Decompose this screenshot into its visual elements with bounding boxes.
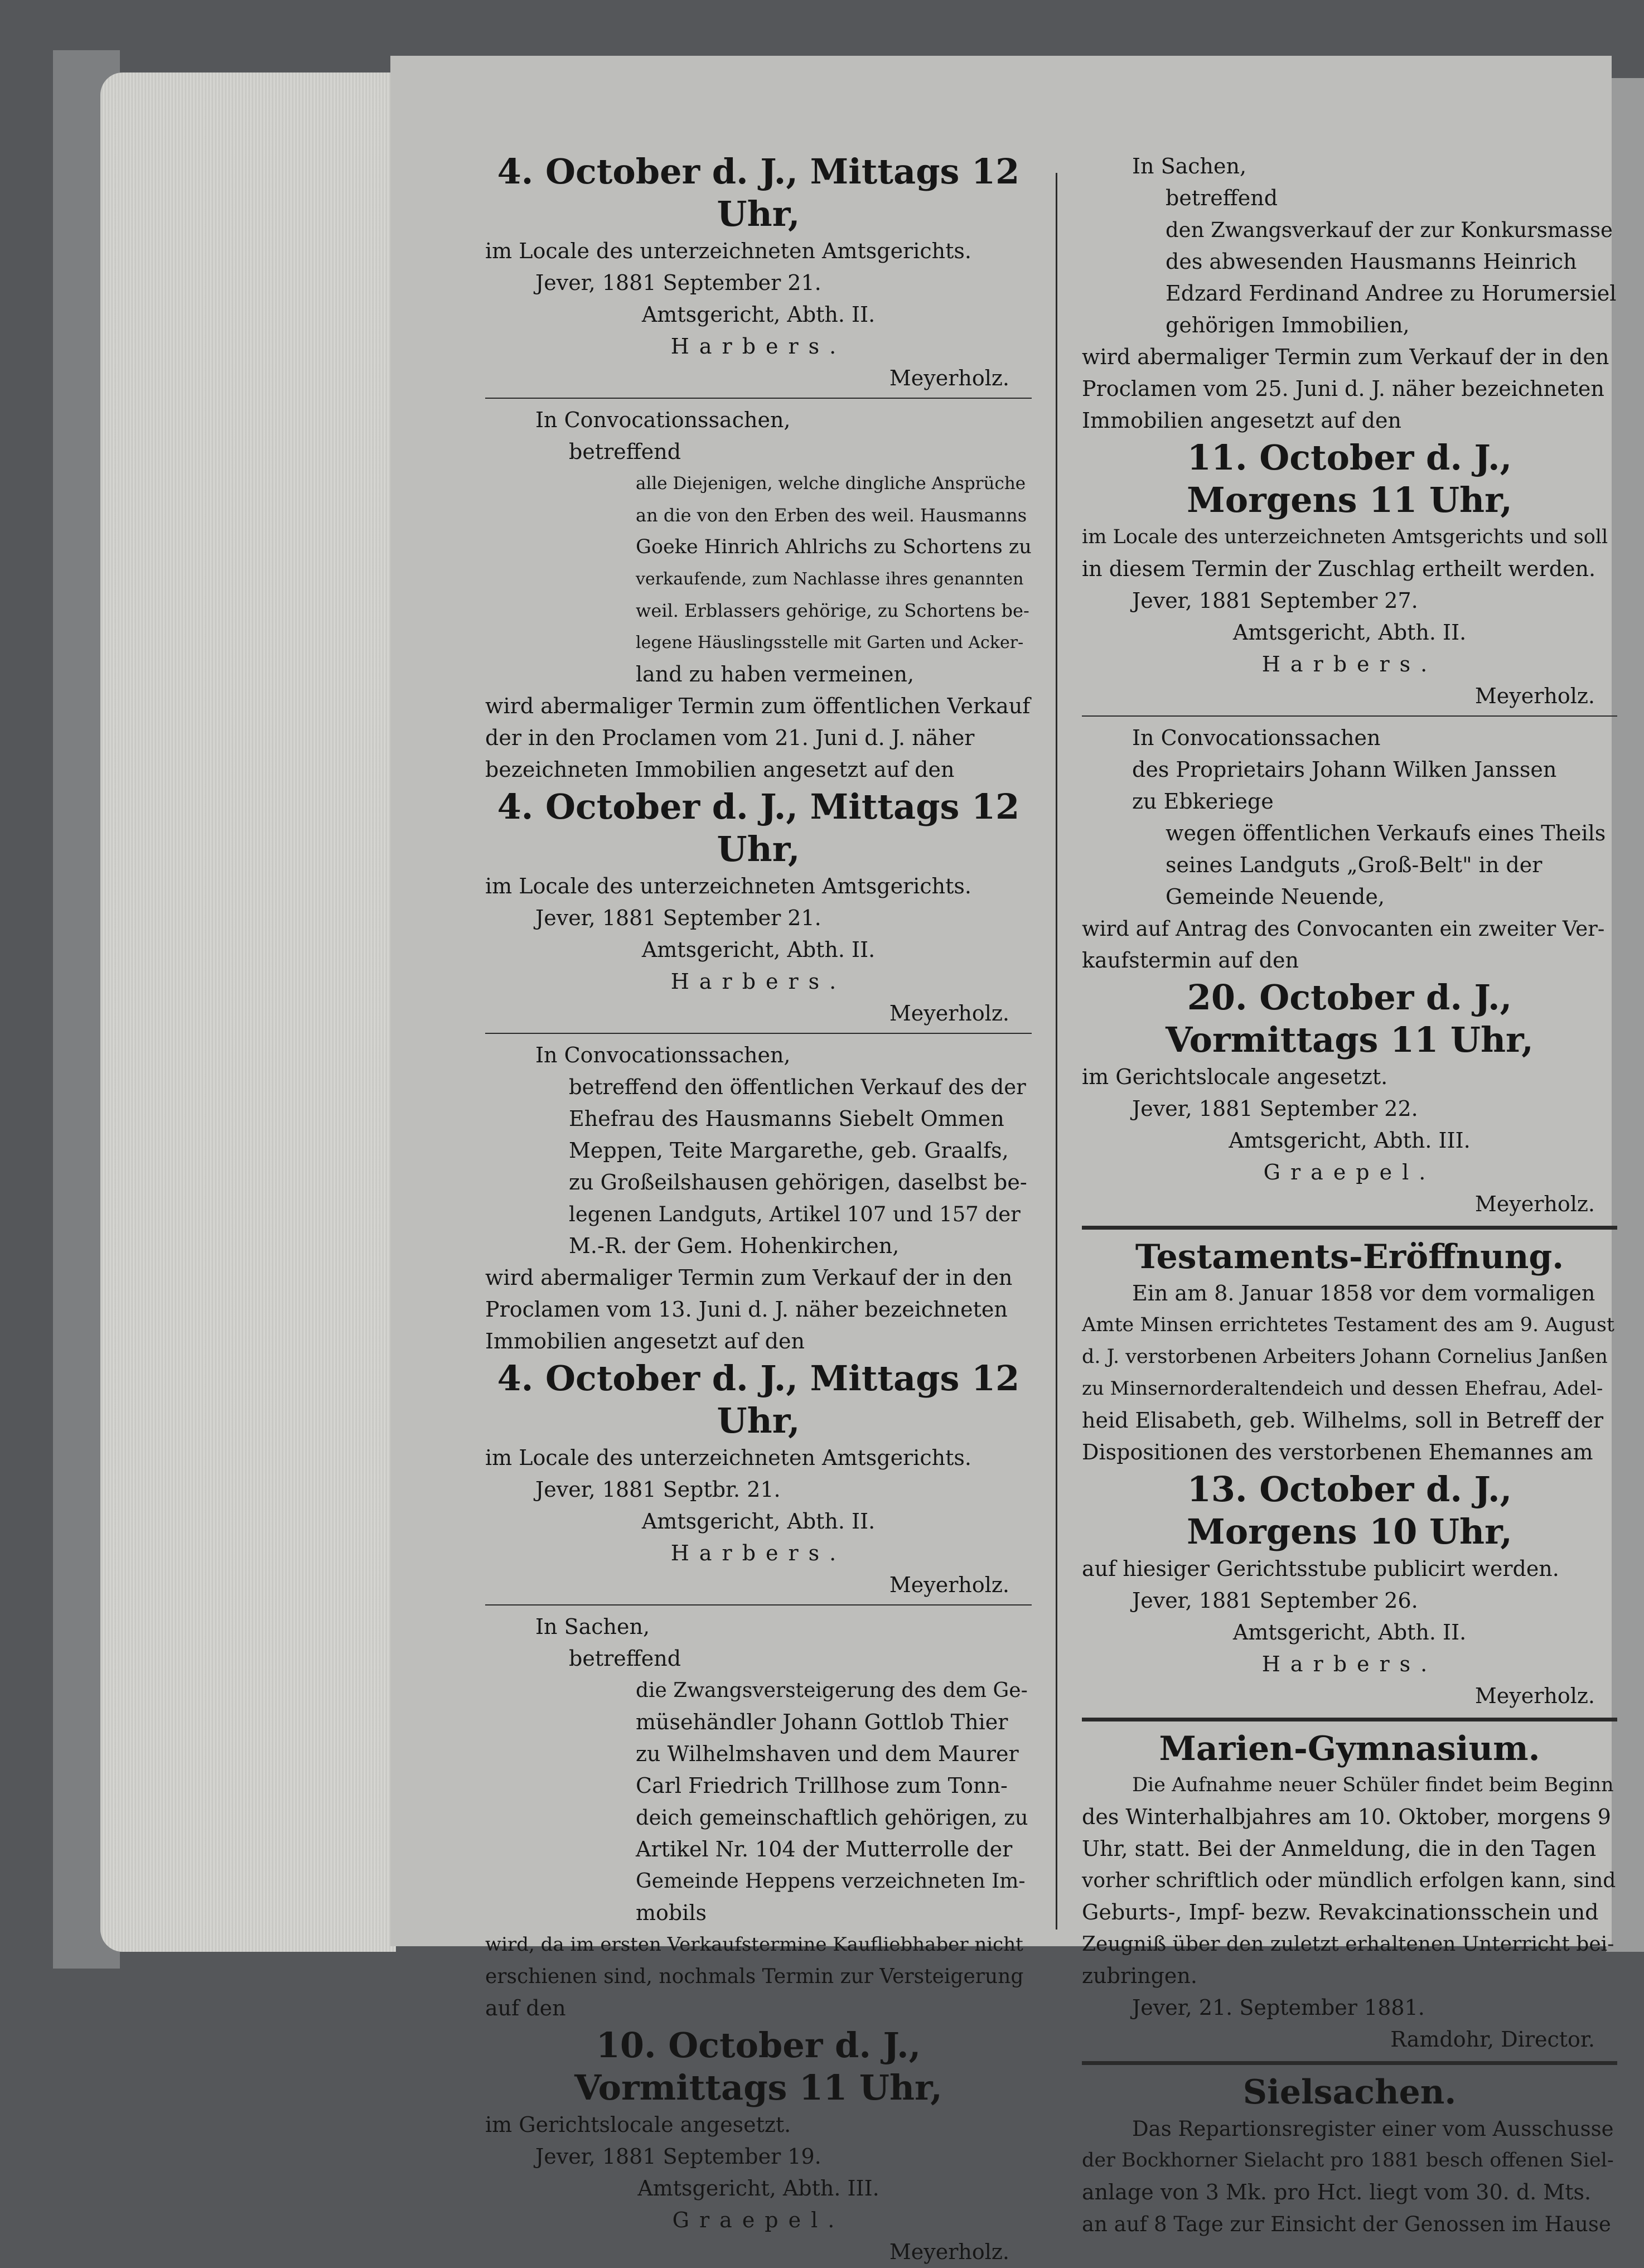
- section-separator: [1082, 1718, 1617, 1721]
- notice-text-line: gehörigen Immobilien,: [1166, 313, 1410, 337]
- notice-oct4-first: [485, 151, 1032, 394]
- notice-text-line: Das Repartionsregister einer vom Ausschusse: [1132, 2117, 1614, 2141]
- notice-text-line: land zu haben vermeinen,: [636, 662, 915, 686]
- notice-time-line: Morgens 10 Uhr,: [1187, 1511, 1512, 1552]
- notice-place-date: Jever, 21. September 1881.: [1132, 1995, 1425, 2020]
- notice-place-date: Jever, 1881 September 26.: [1132, 1588, 1418, 1613]
- notice-text-line: kaufstermin auf den: [1082, 948, 1299, 973]
- notice-place-date: Jever, 1881 September 21.: [535, 270, 821, 295]
- notice-clerk: Meyerholz.: [889, 366, 1009, 390]
- notice-clerk: Meyerholz.: [1474, 1684, 1595, 1708]
- notice-judge: Harbers.: [1261, 1652, 1438, 1676]
- notice-signature: Ramdohr, Director.: [1390, 2027, 1595, 2052]
- notice-text-line: des Winterhalbjahres am 10. Oktober, morgens 9: [1082, 1805, 1611, 1829]
- notice-text-line: vorher schriftlich oder mündlich erfolgen kann, sind: [1082, 1869, 1616, 1892]
- notice-convocation-meppen: [485, 1039, 1032, 1601]
- notice-judge: Harbers.: [670, 1541, 847, 1565]
- notice-venue: im Gerichtslocale angesetzt.: [485, 2112, 791, 2137]
- notice-text-line: des abwesenden Hausmanns Heinrich: [1166, 249, 1577, 274]
- notice-clerk: Meyerholz.: [889, 2240, 1009, 2264]
- notice-venue: im Gerichtslocale angesetzt.: [1082, 1065, 1388, 1089]
- notice-court: Amtsgericht, Abth. II.: [641, 302, 876, 327]
- notice-text-line: seines Landguts „Groß-Belt" in der: [1166, 853, 1543, 877]
- notice-place-date: Jever, 1881 September 22.: [1132, 1096, 1418, 1121]
- notice-text-line: bezeichneten Immobilien angesetzt auf den: [485, 757, 955, 782]
- notice-place-date: Jever, 1881 September 27.: [1132, 588, 1418, 613]
- notice-court: Amtsgericht, Abth. II.: [641, 937, 876, 962]
- notice-text-line: anlage von 3 Mk. pro Hct. liegt vom 30. d. Mts.: [1082, 2180, 1592, 2204]
- notice-text-line: alle Diejenigen, welche dingliche Ansprüche: [636, 473, 1026, 494]
- notice-text-line: deich gemeinschaftlich gehörigen, zu: [636, 1806, 1028, 1830]
- notice-text-line: Proclamen vom 25. Juni d. J. näher bezeichneten: [1082, 376, 1604, 401]
- notice-court: Amtsgericht, Abth. II.: [1232, 620, 1467, 645]
- section-heading: Testaments-Eröffnung.: [1135, 1237, 1564, 1276]
- notice-text-line: Geburts-, Impf- bezw. Revakcinationsschein und: [1082, 1900, 1599, 1924]
- notice-text-line: auf den: [485, 1996, 566, 2020]
- notice-court: Amtsgericht, Abth. III.: [1229, 1128, 1471, 1153]
- notice-time-line: Vormittags 11 Uhr,: [1166, 1019, 1534, 1060]
- notice-text-line: zu Ebkeriege: [1132, 789, 1274, 814]
- notice-text-line: Gemeinde Neuende,: [1166, 884, 1385, 909]
- notice-clerk: Meyerholz.: [889, 1001, 1009, 1026]
- notice-place-date: Jever, 1881 September 21.: [535, 906, 821, 930]
- notice-clerk: Meyerholz.: [889, 1573, 1009, 1597]
- notice-separator: [485, 1033, 1032, 1034]
- notice-text-line: die Zwangsversteigerung des dem Ge-: [636, 1679, 1028, 1702]
- section-heading: Marien-Gymnasium.: [1159, 1729, 1540, 1768]
- notice-venue: im Locale des unterzeichneten Amtsgerichts.: [485, 1445, 971, 1470]
- notice-text-line: In Convocationssachen,: [535, 1043, 791, 1067]
- notice-text-line: den Zwangsverkauf der zur Konkursmasse: [1166, 218, 1613, 242]
- notice-text-line: wegen öffentlichen Verkaufs eines Theils: [1166, 821, 1606, 845]
- notice-clerk: Meyerholz.: [1474, 684, 1595, 708]
- notice-convocation-ahlrichs: [485, 404, 1032, 1029]
- notice-text-line: an auf 8 Tage zur Einsicht der Genossen im Hause: [1082, 2212, 1611, 2236]
- notice-text-line: betreffend: [1166, 186, 1278, 210]
- notice-text-line: weil. Erblassers gehörige, zu Schortens be-: [636, 600, 1029, 621]
- notice-gymnasium: [1082, 1728, 1617, 2056]
- notice-text-line: legenen Landguts, Artikel 107 und 157 der: [569, 1202, 1021, 1226]
- notice-text-line: betreffend den öffentlichen Verkauf des der: [569, 1075, 1026, 1099]
- notice-text-line: Edzard Ferdinand Andree zu Horumersiel: [1166, 281, 1617, 306]
- notice-text-line: müsehändler Johann Gottlob Thier: [636, 1710, 1008, 1734]
- notice-andree: [1082, 151, 1617, 712]
- notice-text-line: zubringen.: [1082, 1964, 1197, 1988]
- right-column: [1082, 151, 1617, 2240]
- notice-clerk: Meyerholz.: [1474, 1192, 1595, 1216]
- notice-venue: im Locale des unterzeichneten Amtsgerichts.: [485, 239, 971, 263]
- notice-text-line: Gemeinde Heppens verzeichneten Im-: [636, 1870, 1026, 1893]
- notice-time-line: Morgens 11 Uhr,: [1187, 480, 1512, 520]
- notice-text-line: wird, da im ersten Verkaufstermine Kaufliebhaber nicht: [485, 1933, 1023, 1956]
- notice-text-line: Ehefrau des Hausmanns Siebelt Ommen: [569, 1106, 1004, 1131]
- notice-thier-trillhose: [485, 1611, 1032, 2268]
- notice-testament: [1082, 1236, 1617, 1712]
- notice-judge: Graepel.: [1263, 1160, 1436, 1184]
- notice-date-line: 10. October d. J.,: [596, 2025, 921, 2066]
- section-separator: [1082, 1226, 1617, 1230]
- notice-sielsachen: [1082, 2072, 1617, 2240]
- left-column: [485, 151, 1032, 2268]
- notice-text-line: im Locale des unterzeichneten Amtsgerichts und soll: [1082, 526, 1608, 548]
- notice-text-line: verkaufende, zum Nachlasse ihres genannten: [636, 569, 1024, 589]
- notice-text-line: In Sachen,: [1132, 154, 1247, 178]
- notice-text-line: Dispositionen des verstorbenen Ehemannes am: [1082, 1440, 1593, 1464]
- notice-date-line: 4. October d. J., Mittags 12 Uhr,: [497, 786, 1020, 869]
- notice-text-line: wird auf Antrag des Convocanten ein zweiter Ver-: [1082, 917, 1605, 941]
- notice-text-line: In Convocationssachen: [1132, 726, 1381, 750]
- notice-time-line: Vormittags 11 Uhr,: [574, 2067, 942, 2108]
- notice-text-line: an die von den Erben des weil. Hausmanns: [636, 505, 1027, 526]
- notice-judge: Harbers.: [670, 334, 847, 359]
- notice-place-date: Jever, 1881 Septbr. 21.: [535, 1477, 781, 1502]
- notice-date-line: 20. October d. J.,: [1187, 977, 1512, 1018]
- notice-text-line: Ein am 8. Januar 1858 vor dem vormaligen: [1132, 1281, 1595, 1305]
- column-divider: [1056, 173, 1057, 1930]
- notice-text-line: Artikel Nr. 104 der Mutterrolle der: [636, 1837, 1013, 1861]
- notice-court: Amtsgericht, Abth. III.: [637, 2176, 879, 2201]
- notice-text-line: in diesem Termin der Zuschlag ertheilt werden.: [1082, 557, 1596, 581]
- notice-text-line: des Proprietairs Johann Wilken Janssen: [1132, 757, 1557, 782]
- notice-text-line: zu Wilhelmshaven und dem Maurer: [636, 1742, 1019, 1766]
- notice-text-line: legene Häuslingsstelle mit Garten und Acker-: [636, 633, 1024, 652]
- notice-text-line: In Sachen,: [535, 1614, 650, 1639]
- notice-text-line: Goeke Hinrich Ahlrichs zu Schortens zu: [636, 536, 1032, 558]
- notice-separator: [485, 1604, 1032, 1606]
- section-separator: [1082, 2061, 1617, 2065]
- notice-text-line: erschienen sind, nochmals Termin zur Versteigerung: [485, 1965, 1024, 1988]
- notice-court: Amtsgericht, Abth. II.: [1232, 1620, 1467, 1645]
- notice-venue: im Locale des unterzeichneten Amtsgerichts.: [485, 874, 971, 898]
- notice-text-line: Uhr, statt. Bei der Anmeldung, die in den Tagen: [1082, 1836, 1597, 1861]
- notice-text-line: In Convocationssachen,: [535, 408, 791, 432]
- newspaper-page: [390, 56, 1617, 2264]
- notice-judge: Harbers.: [1261, 652, 1438, 676]
- notice-text-line: Proclamen vom 13. Juni d. J. näher bezeichneten: [485, 1297, 1008, 1322]
- notice-judge: Graepel.: [672, 2208, 845, 2232]
- notice-text-line: Immobilien angesetzt auf den: [485, 1329, 805, 1353]
- notice-date-line: 13. October d. J.,: [1187, 1469, 1512, 1510]
- notice-text-line: zu Großeilshausen gehörigen, daselbst be-: [569, 1170, 1027, 1195]
- notice-text-line: wird abermaliger Termin zum öffentlichen Verkauf: [485, 694, 1031, 718]
- notice-text-line: betreffend: [569, 1646, 681, 1671]
- notice-text-line: heid Elisabeth, geb. Wilhelms, soll in Betreff der: [1082, 1408, 1604, 1433]
- section-heading: Sielsachen.: [1242, 2073, 1457, 2112]
- notice-text-line: der in den Proclamen vom 21. Juni d. J. näher: [485, 726, 975, 750]
- notice-text-line: Carl Friedrich Trillhose zum Tonn-: [636, 1773, 1008, 1798]
- notice-date-line: 4. October d. J., Mittags 12 Uhr,: [497, 151, 1020, 234]
- notice-text-line: mobils: [636, 1901, 707, 1925]
- notice-text-line: M.-R. der Gem. Hohenkirchen,: [569, 1234, 900, 1258]
- notice-separator: [485, 398, 1032, 399]
- notice-text-line: Meppen, Teite Margarethe, geb. Graalfs,: [569, 1138, 1009, 1163]
- notice-place-date: Jever, 1881 September 19.: [535, 2144, 821, 2169]
- notice-judge: Harbers.: [670, 969, 847, 994]
- notice-text-line: wird abermaliger Termin zum Verkauf der in den: [485, 1265, 1013, 1290]
- notice-text-line: auf hiesiger Gerichtsstube publicirt werden.: [1082, 1556, 1559, 1581]
- notice-janssen: [1082, 722, 1617, 1220]
- notice-text-line: der Bockhorner Sielacht pro 1881 besch offenen Siel-: [1082, 2149, 1614, 2172]
- notice-text-line: Immobilien angesetzt auf den: [1082, 408, 1401, 433]
- notice-date-line: 4. October d. J., Mittags 12 Uhr,: [497, 1358, 1020, 1441]
- notice-text-line: betreffend: [569, 439, 681, 464]
- notice-text-line: d. J. verstorbenen Arbeiters Johann Cornelius Janßen: [1082, 1346, 1608, 1368]
- notice-separator: [1082, 715, 1617, 717]
- notice-text-line: Zeugniß über den zuletzt erhaltenen Unterricht bei-: [1082, 1933, 1614, 1956]
- notice-text-line: wird abermaliger Termin zum Verkauf der in den: [1082, 345, 1609, 369]
- book-page-edges: [100, 72, 396, 1952]
- notice-court: Amtsgericht, Abth. II.: [641, 1509, 876, 1534]
- notice-text-line: Die Aufnahme neuer Schüler findet beim Beginn: [1132, 1774, 1614, 1796]
- notice-date-line: 11. October d. J.,: [1187, 437, 1512, 478]
- notice-text-line: zu Minsernorderaltendeich und dessen Ehefrau, Adel-: [1082, 1377, 1603, 1400]
- notice-text-line: Amte Minsen errichtetes Testament des am 9. August: [1082, 1314, 1614, 1336]
